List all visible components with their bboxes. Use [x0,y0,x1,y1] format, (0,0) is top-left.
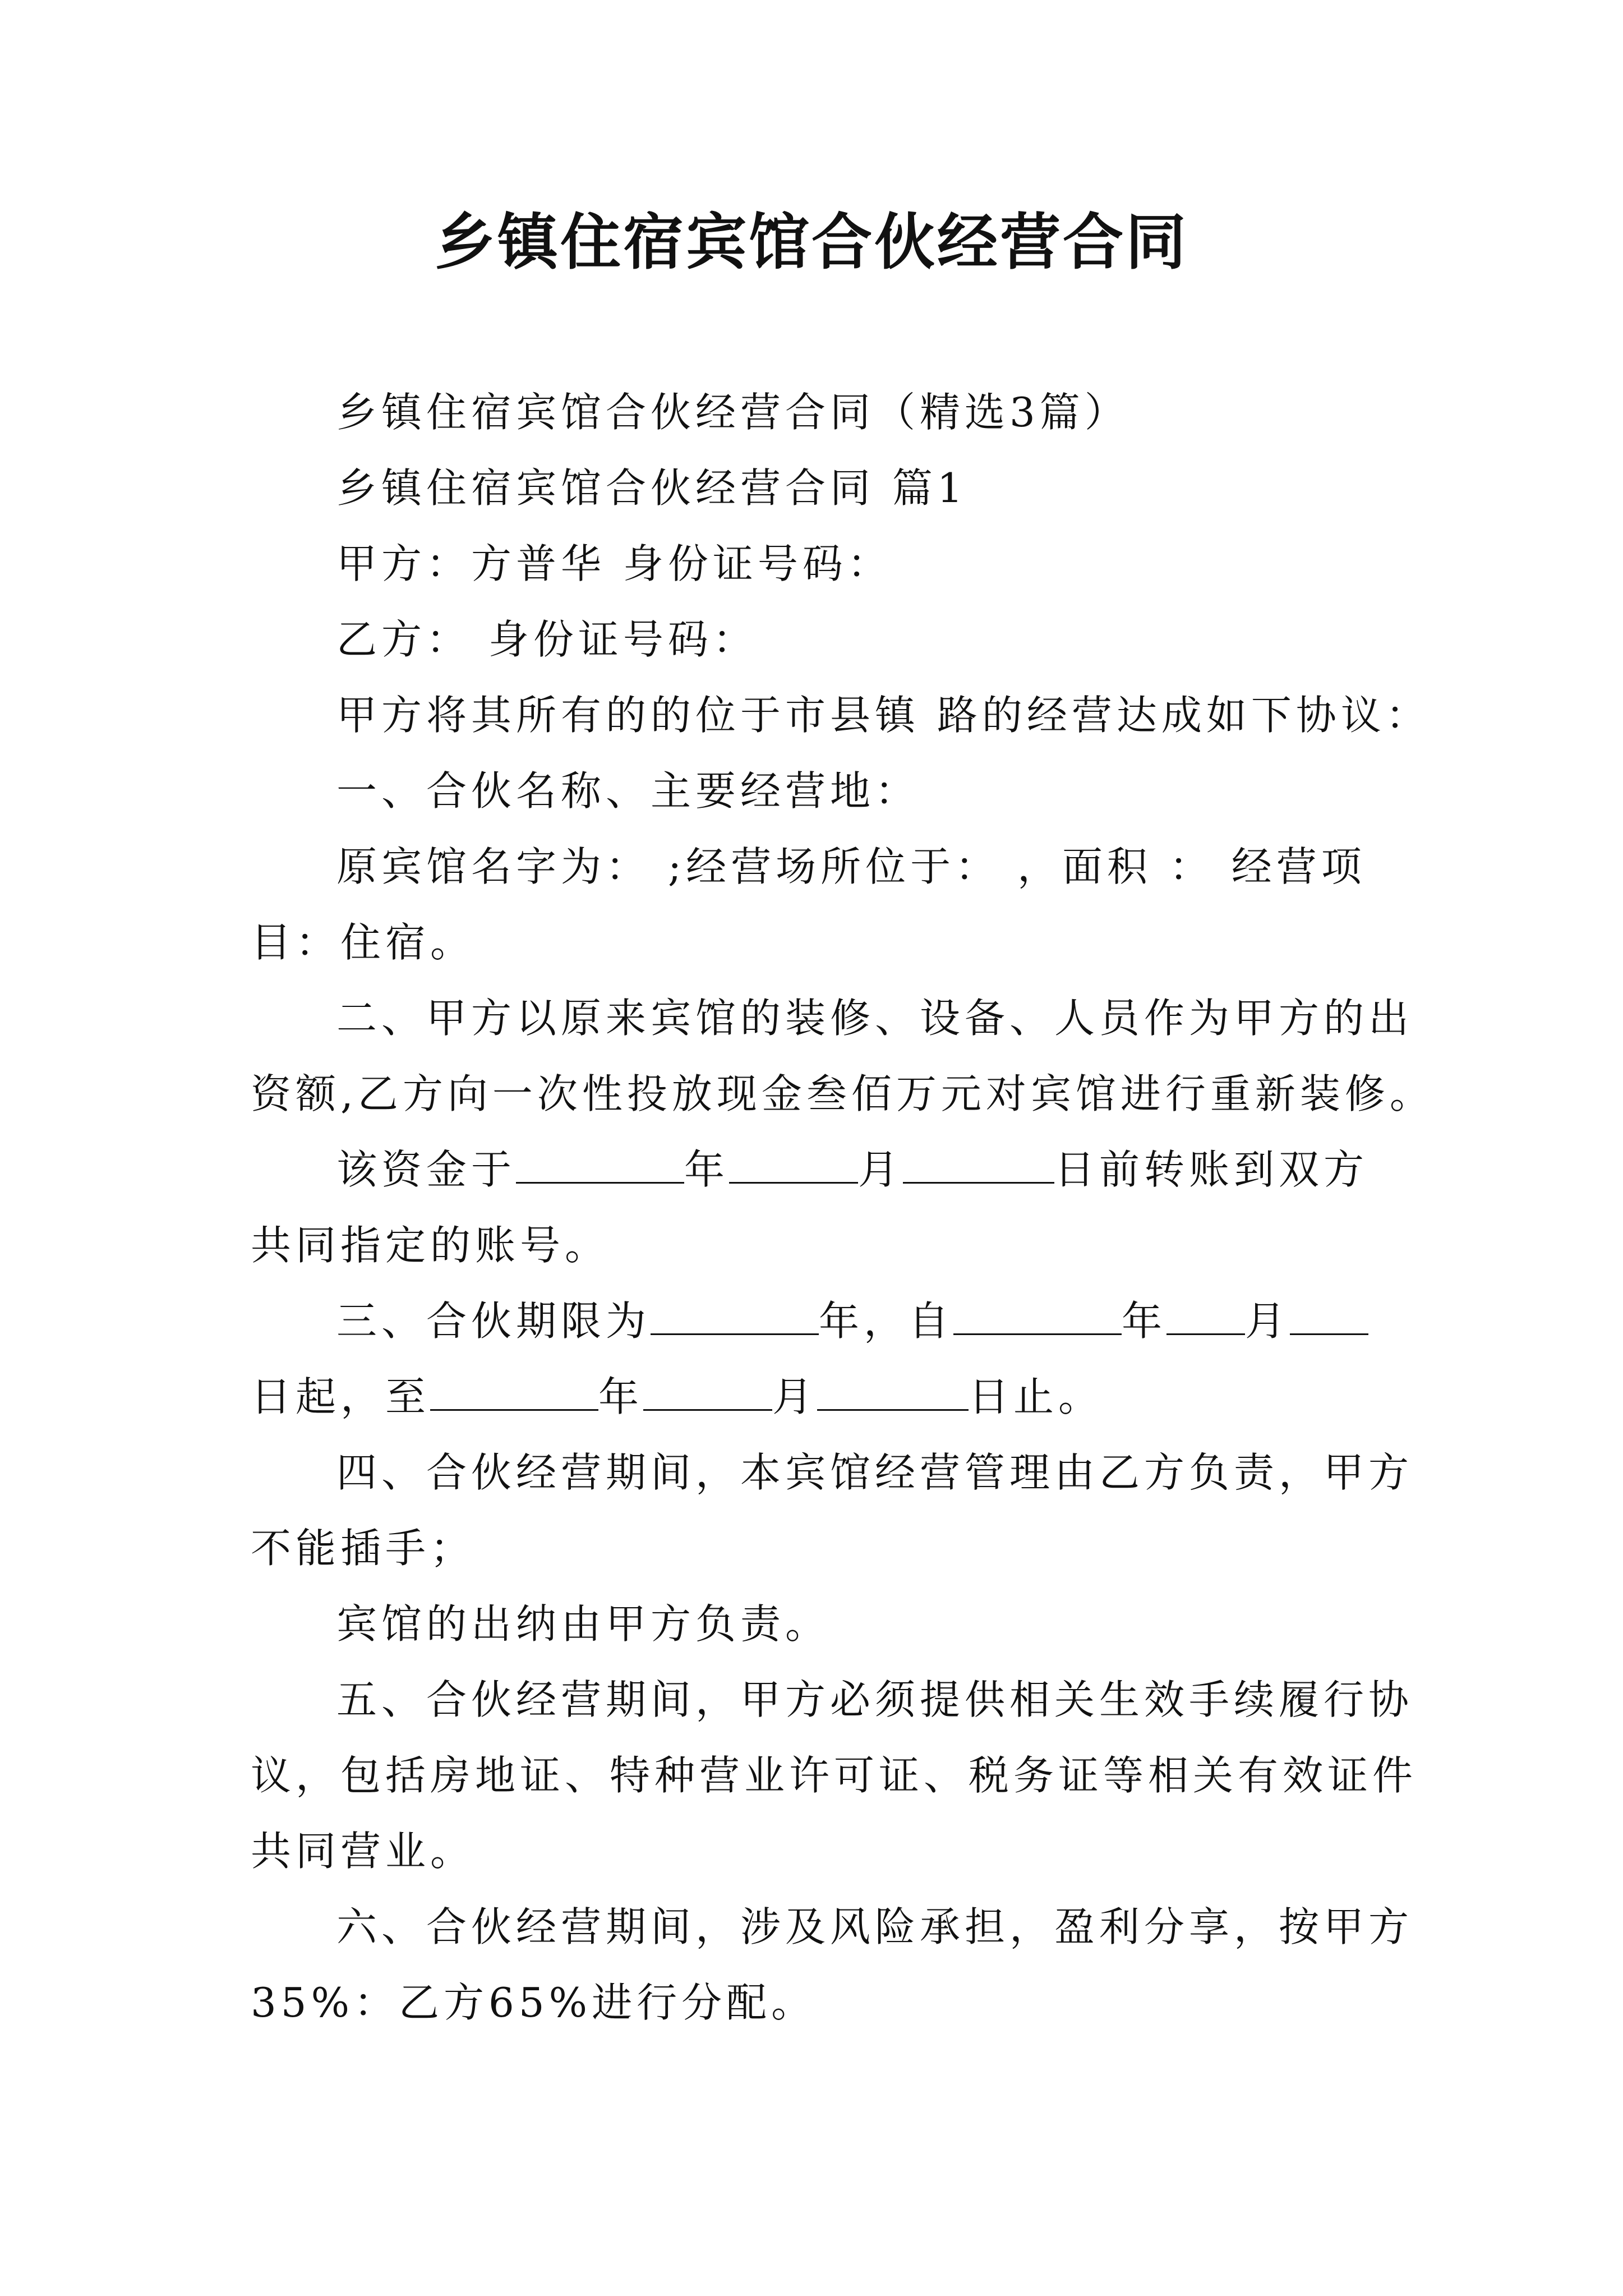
section-1-line-1: 原宾馆名字为： ;经营场所位于： ，面积 ： 经营项 [336,843,1366,890]
section-4b-line: 宾馆的出纳由甲方负责。 [336,1600,831,1648]
month-label: 月 [858,1146,903,1193]
section-2-line-2: 资额,乙方向一次性投放现金叁佰万元对宾馆进行重新装修。 [251,1070,1435,1117]
section-6-line-1: 六、合伙经营期间，涉及风险承担，盈利分享，按甲方 [336,1903,1414,1950]
section-6-line-2: 35%：乙方65%进行分配。 [251,1979,817,2026]
document-title: 乡镇住宿宾馆合伙经营合同 [434,208,1188,278]
day-from-label: 日起，至 [251,1373,431,1420]
year-label: 年 [1122,1297,1167,1345]
year-label: 年 [684,1146,730,1193]
fill-blank[interactable] [953,1299,1122,1335]
section-4-line-2: 不能插手； [251,1525,476,1572]
fill-blank[interactable] [903,1147,1054,1184]
fill-blank[interactable] [516,1147,684,1184]
section-2b-suffix: 日前转账到双方 [1054,1146,1369,1193]
section-5-line-1: 五、合伙经营期间，甲方必须提供相关生效手续履行协 [336,1676,1414,1723]
section-1-line-2: 目：住宿。 [251,919,476,966]
year-label: 年 [598,1373,644,1420]
section-1-heading: 一、合伙名称、主要经营地： [336,767,920,815]
month-label: 月 [772,1373,818,1420]
party-a-line: 甲方：方普华 身份证号码： [336,540,892,587]
section-3-prefix: 三、合伙期限为 [336,1297,651,1345]
day-end-label: 日止。 [969,1373,1104,1420]
section-5-line-3: 共同营业。 [251,1828,476,1875]
intro-paragraph: 甲方将其所有的的位于市县镇 路的经营达成如下协议： [336,692,1431,739]
fill-blank[interactable] [817,1374,969,1411]
party-b-line: 乙方： 身份证号码： [336,616,758,663]
year-from-label: 年，自 [819,1297,954,1345]
section-2b-line-2: 共同指定的账号。 [251,1222,610,1269]
section-4-line-1: 四、合伙经营期间，本宾馆经营管理由乙方负责，甲方 [336,1449,1414,1496]
document-subtitle: 乡镇住宿宾馆合伙经营合同（精选3篇） [336,389,1129,436]
fill-blank[interactable] [729,1147,858,1184]
section-2b-prefix: 该资金于 [336,1146,517,1193]
fill-blank[interactable] [1290,1299,1368,1335]
fill-blank[interactable] [430,1374,598,1411]
section-5-line-2: 议，包括房地证、特种营业许可证、税务证等相关有效证件 [251,1752,1418,1799]
section-3-line-1 [336,1293,1368,1349]
section-2b-line-1 [336,1142,1368,1198]
month-label: 月 [1245,1297,1290,1345]
section-3-line-2 [251,1369,1103,1425]
fill-blank[interactable] [651,1299,819,1335]
fill-blank[interactable] [1166,1299,1245,1335]
fill-blank[interactable] [643,1374,772,1411]
section-2-line-1: 二、甲方以原来宾馆的装修、设备、人员作为甲方的出 [336,995,1414,1042]
chapter-heading: 乡镇住宿宾馆合伙经营合同 篇1 [336,464,967,512]
